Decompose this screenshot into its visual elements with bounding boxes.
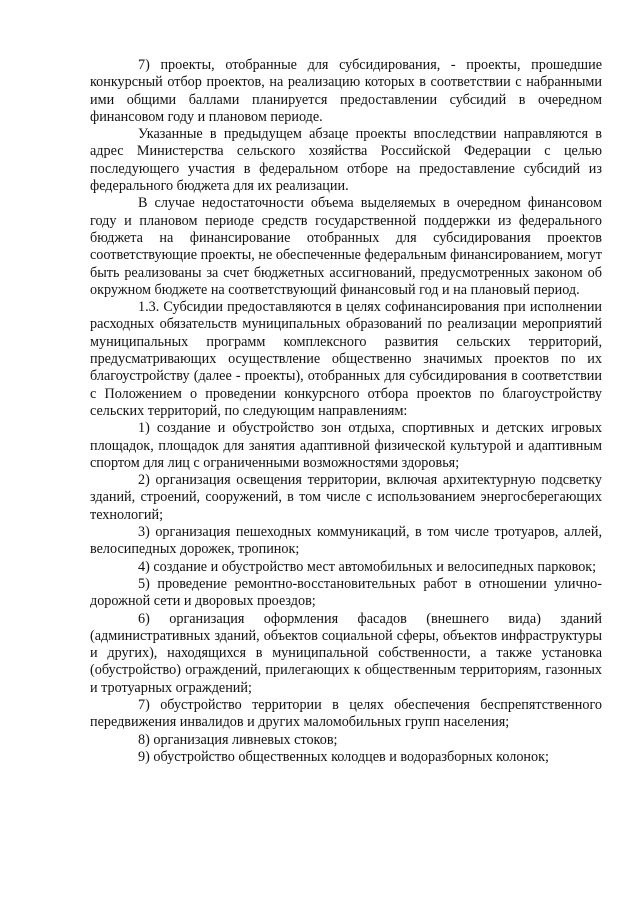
paragraph-section-1-3: 1.3. Субсидии предоставляются в целях софинансирования при исполнении расходных обязательств муниципальных образований по реализации мероприятий муниципальных программ комплексного развития сельских территорий, предусматривающих осуществление общественно значимых проектов по их благоустройству (далее - проекты), отобранных для субсидирования в соответствии с Положением о проведении конкурсного отбора проектов по благоустройству сельских территорий, по следующим направлениям:: [90, 299, 602, 419]
paragraph-insufficient-funding: В случае недостаточности объема выделяемых в очередном финансовом году и плановом периоде средств государственной поддержки из федерального бюджета на финансирование отобранных для субсидирования проектов соответствующие проекты, не обеспеченные федеральным финансированием, могут быть реализованы за счет бюджетных ассигнований, предусмотренных законом об окружном бюджете на соответствующий финансовый год и на плановый период.: [90, 195, 602, 298]
list-item-road-repair: 5) проведение ремонтно-восстановительных работ в отношении улично-дорожной сети и дворовых проездов;: [90, 575, 602, 610]
list-item-storm-drains: 8) организация ливневых стоков;: [138, 731, 338, 748]
list-item-recreation-zones: 1) создание и обустройство зон отдыха, спортивных и детских игровых площадок, площадок для занятия адаптивной физической культурой и адаптивным спортом для лиц с ограниченными возможностями здоровья;: [90, 420, 602, 471]
list-item-accessibility: 7) обустройство территории в целях обеспечения беспрепятственного передвижения инвалидов и других маломобильных групп населения;: [90, 696, 602, 731]
document-page: [90, 57, 602, 766]
list-item-pedestrian-communications: 3) организация пешеходных коммуникаций, в том числе тротуаров, аллей, велосипедных дорожек, тропинок;: [90, 524, 602, 558]
list-item-facades: 6) организация оформления фасадов (внешнего вида) зданий (административных зданий, объектов социальной сферы, объектов инфраструктуры и других), находящихся в муниципальной собственности, а также установка (обустройство) ограждений, прилегающих к общественным территориям, газонных и тротуарных ограждений;: [90, 610, 602, 696]
list-item-parking: 4) создание и обустройство мест автомобильных и велосипедных парковок;: [138, 558, 597, 575]
list-item-wells: 9) обустройство общественных колодцев и водоразборных колонок;: [138, 748, 549, 765]
list-item-lighting: 2) организация освещения территории, включая архитектурную подсветку зданий, строений, сооружений, в том числе с использованием энергосберегающих технологий;: [90, 472, 602, 523]
paragraph-item-7-projects-selected: 7) проекты, отобранные для субсидирования, - проекты, прошедшие конкурсный отбор проектов, на реализацию которых в соответствии с набранными ими общими баллами планируется предоставлении субсидий в очередном финансовом году и плановом периоде.: [90, 57, 602, 125]
paragraph-projects-sent-to-ministry: Указанные в предыдущем абзаце проекты впоследствии направляются в адрес Министерства сельского хозяйства Российской Федерации с целью последующего участия в федеральном отборе на предоставление субсидий из федерального бюджета для их реализации.: [90, 126, 602, 195]
